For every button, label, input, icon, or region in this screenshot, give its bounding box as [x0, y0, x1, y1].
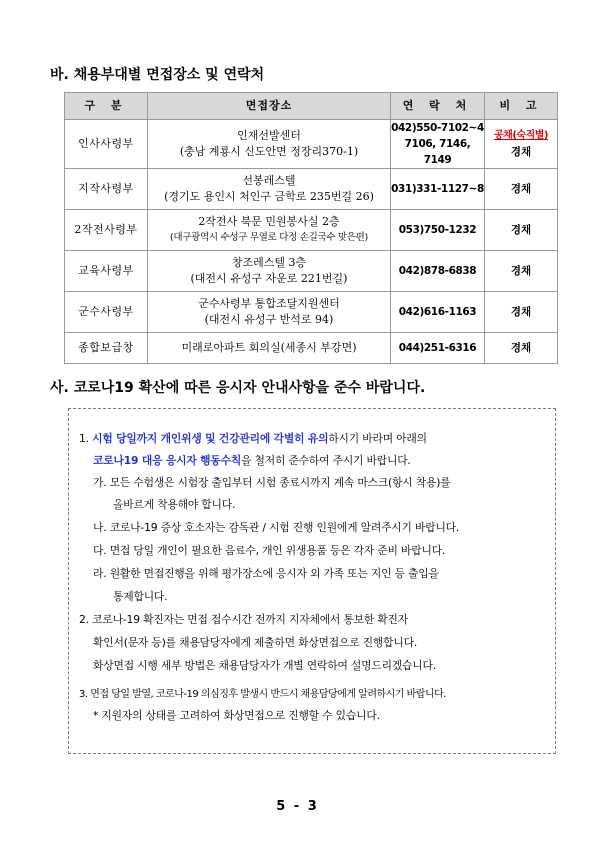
place-cell: [148, 120, 391, 169]
place-cell: [148, 251, 391, 292]
place-name: 군수사령부 통합조달지원센터: [198, 297, 340, 310]
tel-cell: 042)878-6838: [391, 251, 485, 292]
tel-cell: 044)251-6316: [391, 333, 485, 364]
header-category: 구 분: [65, 93, 148, 120]
notice-item-1-line-1: [79, 431, 427, 446]
table-header-row: [65, 93, 558, 120]
dept-cell: 교육사령부: [65, 251, 148, 292]
section-heading-interview-locations: 바. 채용부대별 면접장소 및 연락처: [50, 67, 265, 83]
notice-sub-da: 다. 면접 당일 개인이 필요한 음료수, 개인 위생용품 등은 각자 준비 바랍니다.: [93, 544, 446, 557]
header-remarks: 비 고: [485, 93, 558, 120]
notice-item-3: 3. 면접 당일 발열, 코로나-19 의심징후 발생시 반드시 채용담당에게 알려하시기 바랍니다.: [79, 689, 446, 700]
note-cell: 경채: [485, 333, 558, 364]
notice-sub-ga-line-2: 올바르게 착용해야 합니다.: [113, 498, 236, 511]
interview-location-table: [64, 92, 558, 364]
place-cell: [148, 292, 391, 333]
note-cell: 경채: [485, 210, 558, 251]
place-name: 2작전사 북문 민원봉사실 2층: [198, 215, 340, 228]
table-row: [65, 210, 558, 251]
tel-cell: 042)616-1163: [391, 292, 485, 333]
dept-cell: 군수사령부: [65, 292, 148, 333]
place-address: (대전시 유성구 반석로 94): [204, 313, 334, 326]
item-number: 1.: [79, 432, 93, 445]
header-interview-place: 면접장소: [148, 93, 391, 120]
place-address: (충남 계룡시 신도안면 정장리370-1): [179, 145, 359, 158]
place-name: 창조레스텔 3층: [231, 256, 307, 269]
page-number: 5 - 3: [276, 799, 319, 814]
notice-emphasis: 코로나19 대응 응시자 행동수칙: [93, 454, 242, 467]
place-address: (경기도 용인시 처인구 금학로 235번길 26): [164, 190, 374, 203]
notice-text: 하시기 바라며 아래의: [328, 432, 427, 445]
place-cell: [148, 169, 391, 210]
notice-sub-ga-line-1: 가. 모든 수험생은 시험장 출입부터 시험 종료시까지 계속 마스크(항시 착용)를: [93, 476, 451, 489]
note-cell: [485, 120, 558, 169]
place-address: (대구광역시 수성구 무열로 다정 손길국수 맞은편): [170, 232, 368, 243]
notice-text: 을 철저히 준수하여 주시기 바랍니다.: [241, 454, 411, 467]
notice-sub-ra-line-1: 라. 원활한 면접진행을 위해 평가장소에 응시자 외 가족 또는 지인 등 출입을: [93, 567, 439, 580]
note-line: 경채: [510, 146, 532, 158]
notice-item-2-line-2: 확인서(문자 등)를 채용담당자에게 제출하면 화상면접으로 진행합니다.: [93, 636, 418, 649]
notice-item-2-line-1: 2. 코로나-19 확진자는 면접 접수시간 전까지 지자체에서 통보한 확진자: [79, 613, 408, 626]
note-cell: 경채: [485, 169, 558, 210]
notice-item-2-line-3: 화상면접 시행 세부 방법은 채용담당자가 개별 연락하여 설명드리겠습니다.: [93, 659, 436, 672]
dept-cell: 인사사령부: [65, 120, 148, 169]
place-address: (대전시 유성구 자운로 221번길): [190, 272, 348, 285]
tel-line: 7106, 7146, 7149: [404, 138, 471, 166]
notice-emphasis: 시험 당일까지 개인위생 및 건강관리에 각별히 유의: [92, 432, 329, 445]
table-row: [65, 120, 558, 169]
tel-cell: 031)331-1127~8: [391, 169, 485, 210]
note-highlight: 공채(숙직별): [494, 130, 548, 141]
table-row: [65, 292, 558, 333]
header-contact: 연 락 처: [391, 93, 485, 120]
table-row: [65, 251, 558, 292]
notice-sub-ra-line-2: 통제합니다.: [113, 590, 168, 603]
dept-cell: 종합보급창: [65, 333, 148, 364]
note-cell: 경채: [485, 251, 558, 292]
tel-cell: [391, 120, 485, 169]
place-name: 선봉레스텔: [242, 174, 296, 187]
note-cell: 경채: [485, 292, 558, 333]
notice-item-1-line-2: [93, 453, 411, 468]
place-cell: 미래로아파트 회의실(세종시 부강면): [148, 333, 391, 364]
notice-sub-na: 나. 코로나-19 증상 호소자는 감독관 / 시험 진행 인원에게 알려주시기 바랍니다.: [93, 521, 460, 534]
notice-item-3-note: * 지원자의 상태를 고려하여 화상면접으로 진행할 수 있습니다.: [93, 709, 380, 722]
dept-cell: 2작전사령부: [65, 210, 148, 251]
place-name: 인재선발센터: [237, 129, 301, 142]
place-cell: [148, 210, 391, 251]
table-row: [65, 333, 558, 364]
section-heading-covid-notice: 사. 코로나19 확산에 따른 응시자 안내사항을 준수 바랍니다.: [50, 380, 426, 396]
dept-cell: 지작사령부: [65, 169, 148, 210]
table-row: [65, 169, 558, 210]
covid-notice-box: [68, 408, 556, 754]
tel-cell: 053)750-1232: [391, 210, 485, 251]
tel-line: 042)550-7102~4: [391, 122, 484, 134]
